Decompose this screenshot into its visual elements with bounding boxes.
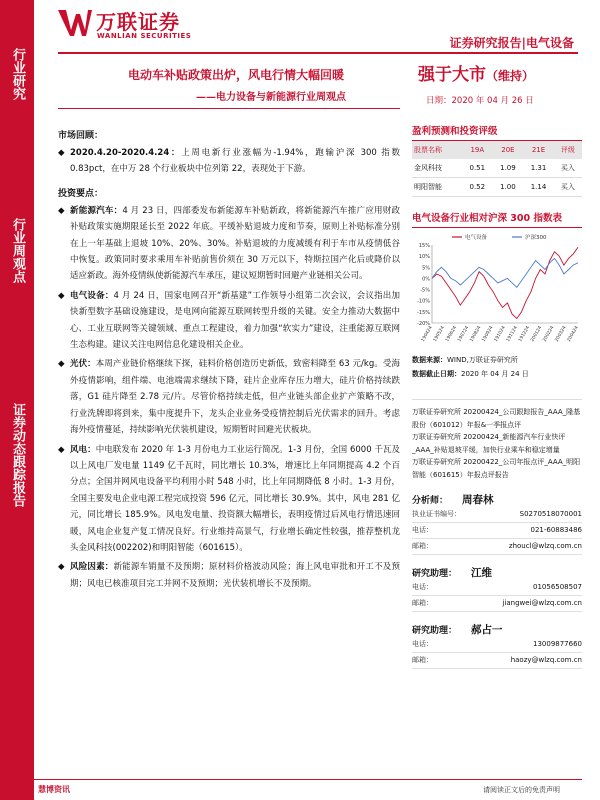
table-row bbox=[412, 178, 582, 197]
info-value: 01056508507 bbox=[533, 582, 582, 591]
page-footer bbox=[0, 780, 600, 800]
table-row bbox=[412, 159, 582, 178]
eps-table bbox=[412, 141, 582, 197]
item-text: 本周产业链价格继续下探，硅料价格创造历史新低，致密料降至 63 元/kg。受海外疫情影响，组件端、电池端需求继续下降，硅片企业库存压力增大，硅片价格持续跌落，G1 硅片降至 2.78 元/片。尽管价格持续走低，但产业链头部企业扩产策略不改，行业洗牌即将到来，集中度提升下，龙头企业业务受疫情控制后光伏需求的回升。考虑海外疫情蔓延，持续影响光伏装机建设，短期暂时回避光伏板块。 bbox=[70, 359, 400, 436]
column-header: 20E bbox=[493, 141, 524, 159]
source-value: WIND,万联证券研究所 bbox=[447, 356, 518, 364]
data-cutoff bbox=[412, 369, 582, 379]
report-subtitle: ——电力设备与新能源行业周观点 bbox=[196, 92, 346, 103]
report-date: 日期：2020 年 04 月 26 日 bbox=[426, 96, 534, 106]
rating-main: 强于大市 bbox=[418, 65, 486, 85]
table-header-row bbox=[412, 141, 582, 159]
x-tick-label: 190924 bbox=[481, 325, 495, 343]
disclaimer-note: 请阅读正文后的免责声明 bbox=[483, 786, 560, 794]
source-label: 数据来源： bbox=[412, 356, 447, 364]
table-cell: 1.09 bbox=[493, 159, 524, 178]
info-label: 邮箱： bbox=[412, 598, 433, 607]
title-divider bbox=[58, 108, 400, 109]
x-tick-label: 200424 bbox=[566, 325, 580, 343]
related-reports: 万联证券研究所 20200424_公司跟踪报告_AAA_隆基股份（601012）年报&一季报点评 万联证券研究所 20200424_新能源汽车行业快评_AAA_补贴退坡平缓，加快行业乘车和稳定增量 万联证券研究所 20200422_公司年报点评_AAA_明阳智能（601615）年报点评报告 bbox=[412, 399, 582, 482]
bullet-icon: ◆ bbox=[58, 444, 65, 455]
analyst-role: 研究助理： bbox=[412, 625, 458, 636]
column-header: 评级 bbox=[554, 141, 582, 159]
table-cell: 0.51 bbox=[462, 159, 493, 178]
item-text: 中电联发布 2020 年 1-3 月份电力工业运行简况。1-3 月份，全国 6000 千瓦及以上风电厂发电量 1149 亿千瓦时，同比增长 10.3%，增速比上年同期提高 4.2 个百分点；全国并网风电设备平均利用小时 548 小时，比上年同期降低 8 小时。1-3 月份，全国主要发电企业电源工程完成投资 596 亿元，同比增长 30.9%。其中，风电 281 亿元，同比增长 185.9%。风电发电量、投资额大幅增长，表明疫情过后风电行情迅速回暖，风电企业复产复工情况良好。行业维持高景气，行业增长确定性较强，推荐整机龙头金风科技(002202)和明阳智能（601615）。 bbox=[70, 444, 400, 553]
y-tick-label: -20% bbox=[417, 321, 430, 327]
bullet-icon: ◆ bbox=[58, 290, 65, 301]
item-lead: 新能源汽车： bbox=[70, 205, 123, 216]
analyst-info-row bbox=[412, 637, 582, 653]
y-tick-label: -5% bbox=[420, 287, 430, 294]
analyst-info-row bbox=[412, 653, 582, 669]
y-tick-label: 5% bbox=[422, 265, 430, 272]
y-tick-label: -15% bbox=[417, 309, 430, 316]
data-date-label: 数据截止日期： bbox=[412, 370, 461, 378]
page-header bbox=[0, 0, 600, 52]
email-link[interactable]: jiangwei@wlzq.com.cn bbox=[502, 598, 582, 607]
email-link[interactable]: zhoucl@wlzq.com.cn bbox=[508, 541, 582, 550]
item-text: 4 月 24 日，国家电网召开“新基建”工作领导小组第二次会议，会议指出加快新型数字基础设施建设，是电网向能源互联网转型升级的关键。安全力推动大数据中心、工业互联网等关键领域、重点工程建设，着力加强“软实力”建设，注重能源互联网生态构建。建议关注电网信息化建设相关企业。 bbox=[70, 290, 400, 351]
info-label: 邮箱： bbox=[412, 655, 433, 664]
list-item bbox=[58, 559, 400, 592]
series-line-0 bbox=[432, 247, 578, 318]
bullet-icon: ◆ bbox=[58, 359, 65, 370]
logo-english-name: WANLIAN SECURITIES bbox=[97, 32, 192, 40]
analyst-role: 研究助理： bbox=[412, 568, 458, 579]
item-text: 4 月 23 日，四部委发布新能源车补贴新政，将新能源汽车推广应用财政补贴政策实施期限延长至 2022 年底。平缓补贴退坡力度和节奏，原则上补贴标准分别在上一年基础上退坡 10%、20%、30%。补贴退坡的力度减缓有利于车市从疫情低谷中恢复。政策同时要求乘用车补贴前售价须在 30 万元以下，特斯拉国产化后或降价以适应新政。海外疫情纵使新能源汽车承压，建议短期暂时回避产业链相关公司。 bbox=[70, 205, 400, 282]
industry-rating bbox=[418, 60, 534, 85]
item-lead: 风电： bbox=[70, 444, 96, 455]
analyst-name: 郝占一 bbox=[471, 623, 503, 636]
x-tick-label: 191124 bbox=[505, 325, 519, 343]
legend-label: 电气设备 bbox=[465, 235, 488, 241]
main-column bbox=[58, 128, 400, 592]
side-label-industry-research: 行业研究 bbox=[10, 48, 25, 100]
x-tick-label: 200324 bbox=[554, 325, 568, 343]
bullet-icon: ◆ bbox=[58, 562, 65, 573]
analyst-role-row bbox=[412, 622, 582, 637]
item-lead: 光伏： bbox=[70, 359, 96, 370]
item-lead: 2020.4.20-2020.4.24： bbox=[70, 148, 182, 158]
info-label: 邮箱： bbox=[412, 541, 433, 550]
side-label-weekly-view: 行业周观点 bbox=[10, 217, 25, 283]
info-label: 电话： bbox=[412, 525, 433, 534]
table-cell: 买入 bbox=[554, 178, 582, 197]
eps-heading: 盈利预测和投资评级 bbox=[412, 123, 582, 141]
info-label: 执业证书编号： bbox=[412, 509, 461, 518]
bullet-icon: ◆ bbox=[58, 205, 65, 216]
analyst-info-row bbox=[412, 596, 582, 612]
rating-maintain: （维持） bbox=[486, 69, 535, 83]
y-tick-label: 15% bbox=[418, 243, 430, 249]
relative-performance-chart bbox=[412, 231, 582, 351]
list-item bbox=[58, 356, 400, 438]
side-label-tracking-report: 证券动态跟踪报告 bbox=[10, 403, 25, 507]
info-value: 13009877660 bbox=[533, 639, 582, 648]
email-link[interactable]: haozy@wlzq.com.cn bbox=[510, 655, 582, 664]
info-value: S0270518070001 bbox=[519, 509, 582, 518]
x-tick-label: 190624 bbox=[445, 325, 459, 343]
table-cell: 买入 bbox=[554, 159, 582, 178]
analyst-role-row bbox=[412, 565, 582, 580]
chart-source bbox=[412, 355, 582, 365]
item-text: 上周电新行业涨幅为-1.94%，跑输沪深 300 指数 0.83pct，在中万 28 个行业板块中位列第 22，表现处于下游。 bbox=[70, 148, 400, 175]
market-review-heading: 市场回顾： bbox=[58, 131, 104, 141]
sidebar-column bbox=[412, 123, 582, 669]
item-lead: 风险因素： bbox=[70, 562, 114, 573]
table-cell: 1.00 bbox=[493, 178, 524, 197]
bullet-icon: ◆ bbox=[58, 148, 65, 158]
chart-title: 电气设备行业相对沪深 300 指数表 bbox=[412, 210, 582, 228]
header-divider bbox=[58, 52, 578, 54]
table-cell: 明阳智能 bbox=[412, 178, 462, 197]
data-date-value: 2020 年 04 月 24 日 bbox=[461, 370, 529, 378]
legend-label: 沪深300 bbox=[525, 235, 547, 241]
investment-heading: 投资要点： bbox=[58, 188, 104, 199]
analyst-block bbox=[412, 492, 582, 669]
list-item bbox=[58, 288, 400, 354]
x-tick-label: 200124 bbox=[530, 325, 544, 343]
analyst-role-row bbox=[412, 492, 582, 507]
analyst-role: 分析师： bbox=[412, 495, 449, 506]
info-label: 电话： bbox=[412, 582, 433, 591]
analyst-name: 周春林 bbox=[462, 493, 494, 506]
x-tick-label: 190524 bbox=[432, 325, 446, 343]
column-header: 21E bbox=[523, 141, 554, 159]
column-header: 19A bbox=[462, 141, 493, 159]
analyst-name: 江维 bbox=[471, 566, 493, 579]
info-label: 电话： bbox=[412, 639, 433, 648]
x-tick-label: 191024 bbox=[493, 325, 507, 343]
table-cell: 1.31 bbox=[523, 159, 554, 178]
series-line-1 bbox=[432, 258, 578, 287]
list-item bbox=[58, 145, 400, 178]
logo-chinese-name: 万联证券 bbox=[96, 10, 180, 34]
chart-svg bbox=[412, 231, 582, 351]
footer-logo: 慧博资讯 bbox=[38, 785, 70, 794]
table-cell: 金风科技 bbox=[412, 159, 462, 178]
item-text: 新能源车销量不及预期；原材料价格波动风险；海上风电审批和开工不及预期；风电已核准项目完工并网不及预期；光伏装机增长不及预期。 bbox=[70, 562, 400, 589]
side-color-bar bbox=[0, 0, 34, 800]
list-item bbox=[58, 442, 400, 557]
table-cell: 1.14 bbox=[523, 178, 554, 197]
info-value: 021-60883486 bbox=[530, 525, 582, 534]
y-tick-label: -10% bbox=[417, 298, 430, 305]
x-tick-label: 190824 bbox=[469, 325, 483, 343]
analyst-info-row bbox=[412, 580, 582, 596]
report-title: 电动车补贴政策出炉，风电行情大幅回暖 bbox=[128, 68, 345, 82]
wanlian-logo-icon bbox=[58, 8, 92, 38]
x-tick-label: 190424 bbox=[420, 325, 434, 343]
x-tick-label: 190724 bbox=[457, 325, 471, 343]
analyst-info-row bbox=[412, 523, 582, 539]
y-tick-label: 0% bbox=[422, 276, 430, 283]
x-tick-label: 200224 bbox=[542, 325, 556, 343]
list-item bbox=[58, 203, 400, 285]
analyst-info-row bbox=[412, 539, 582, 555]
x-tick-label: 191224 bbox=[518, 325, 532, 343]
report-type: 证券研究报告|电气设备 bbox=[449, 36, 574, 50]
column-header: 股票名称 bbox=[412, 141, 462, 159]
item-lead: 电气设备： bbox=[70, 290, 114, 301]
y-tick-label: 10% bbox=[418, 254, 430, 261]
analyst-info-row bbox=[412, 507, 582, 523]
table-cell: 0.52 bbox=[462, 178, 493, 197]
